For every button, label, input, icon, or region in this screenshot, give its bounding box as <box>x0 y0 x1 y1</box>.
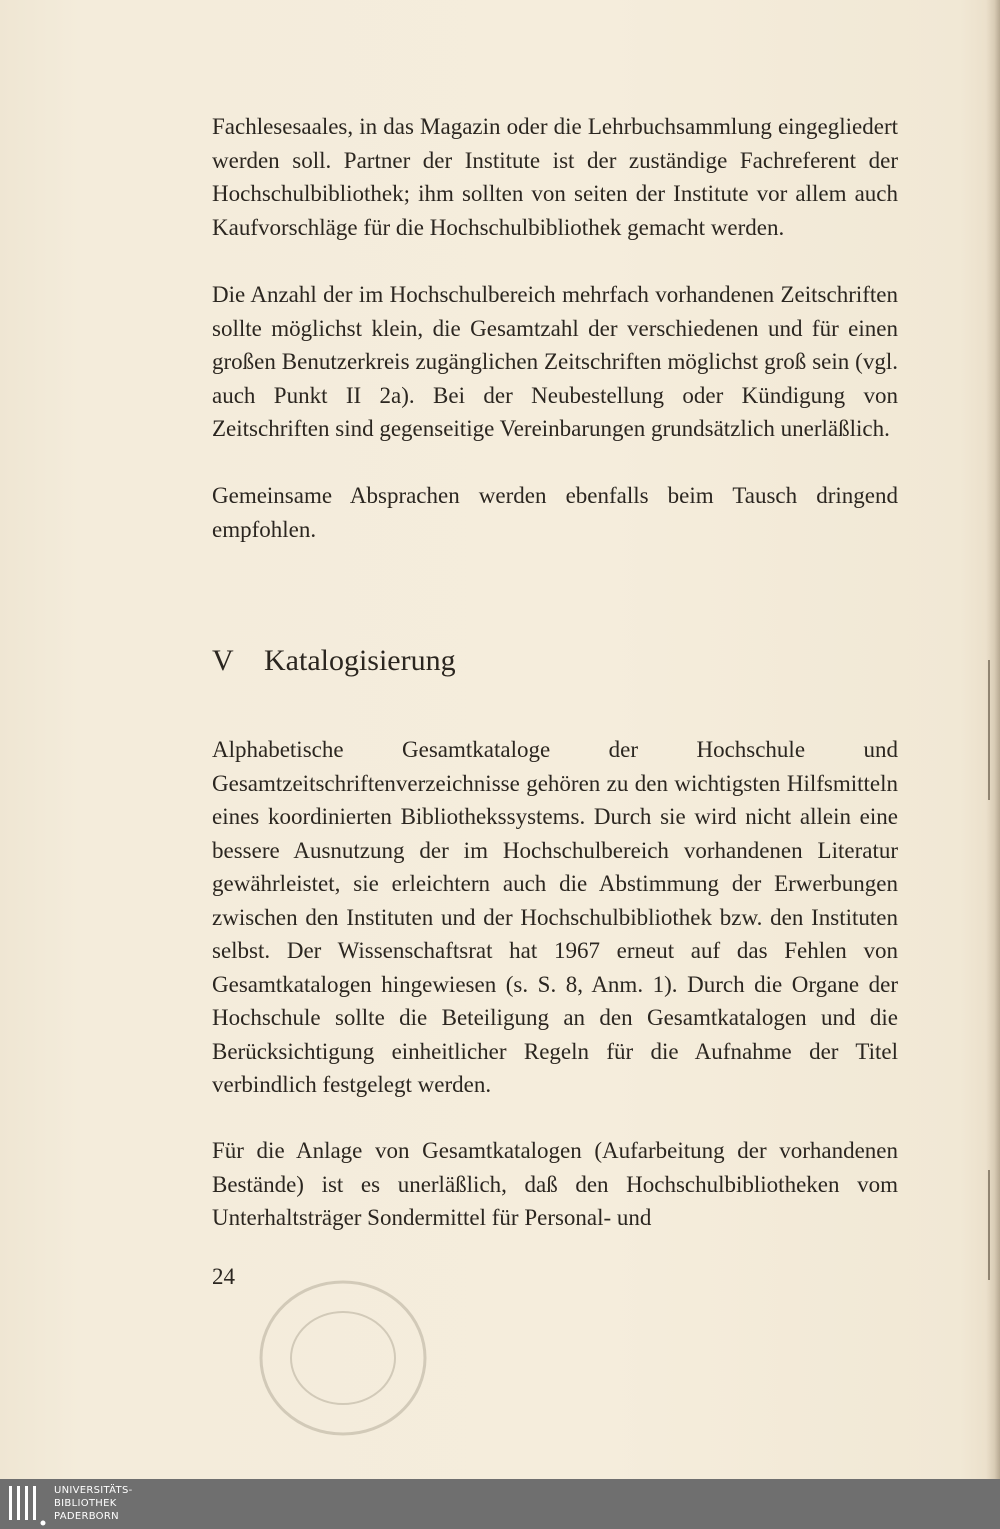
library-name-line: UNIVERSITÄTS- <box>54 1485 133 1496</box>
footer-bar <box>0 1479 1000 1529</box>
section-heading <box>212 644 456 678</box>
page-number: 24 <box>212 1264 235 1289</box>
library-name-line: BIBLIOTHEK <box>54 1498 117 1509</box>
page-edge-line <box>988 1170 990 1280</box>
section-number: V <box>212 644 234 677</box>
library-stamp-image <box>248 1268 438 1448</box>
paragraph-institute-coordination: Fachlesesaales, in das Magazin oder die Lehrbuchsammlung eingegliedert werden soll. Partner der Institute ist der zuständige Fachreferent der Hochschulbibliothek; ihm sollten von seiten der Institute vor allem auch Kaufvorschläge für die Hochschulbibliothek gemacht werden. <box>212 114 898 240</box>
paragraph-gesamtkataloge: Alphabetische Gesamtkataloge der Hochschule und Gesamtzeitschriftenverzeichnisse gehören zu den wichtigsten Hilfsmitteln eines koordinierten Bibliothekssystems. Durch sie wird nicht allein eine bessere Ausnutzung der im Hochschulbereich vorhandenen Literatur gewährleistet, sie erleichtern auch die Abstimmung der Erwerbungen zwischen den Instituten und der Hochschulbibliothek bzw. den Instituten selbst. Der Wissenschaftsrat hat 1967 erneut auf das Fehlen von Gesamtkatalogen hingewiesen (s. S. 8, Anm. 1). Durch die Organe der Hochschule sollte die Beteiligung an den Gesamtkatalogen und die Berücksichtigung einheitlicher Regeln für die Aufnahme der Titel verbindlich festgelegt werden. <box>212 737 898 1097</box>
paragraph-zeitschriften: Die Anzahl der im Hochschulbereich mehrfach vorhandenen Zeitschriften sollte möglichst klein, die Gesamtzahl der verschiedenen und für einen großen Benutzerkreis zugänglichen Zeitschriften möglichst groß sein (vgl. auch Punkt II 2a). Bei der Neubestellung oder Kündigung von Zeitschriften sind gegenseitige Vereinbarungen grundsätzlich unerläßlich. <box>212 282 898 441</box>
library-name <box>54 1484 133 1523</box>
library-logo-icon <box>6 1482 46 1526</box>
section-title: Katalogisierung <box>264 644 456 677</box>
paragraph-tausch: Gemeinsame Absprachen werden ebenfalls beim Tausch dringend empfohlen. <box>212 483 898 542</box>
paragraph-anlage-gesamtkataloge: Für die Anlage von Gesamtkatalogen (Aufarbeitung der vorhandenen Bestände) ist es unerläßlich, daß den Hochschulbibliotheken vom Unterhaltsträger Sondermittel für Personal- und <box>212 1138 898 1230</box>
page-edge-line <box>988 660 990 800</box>
library-name-line: PADERBORN <box>54 1511 119 1522</box>
